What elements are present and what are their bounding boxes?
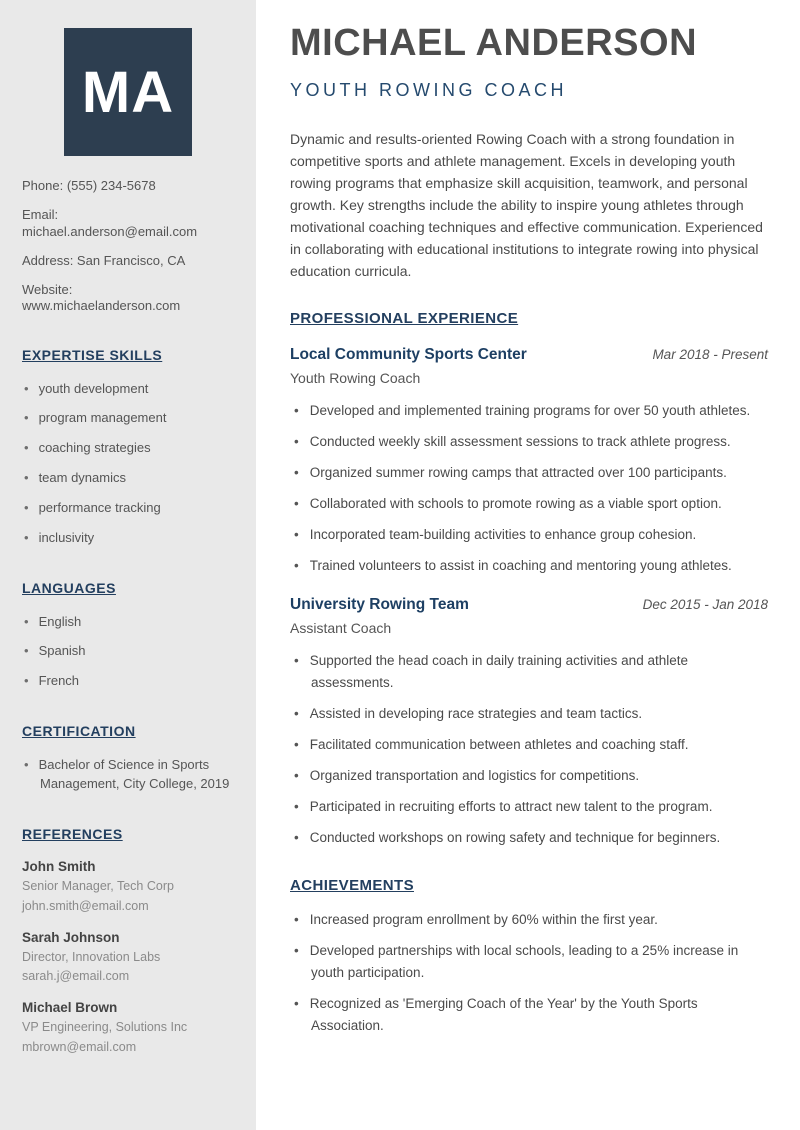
job-bullet: • Organized summer rowing camps that attracted over 100 participants. [294, 462, 768, 484]
job-bullets [290, 650, 768, 849]
candidate-title: YOUTH ROWING COACH [290, 79, 567, 100]
skill-item: • youth development [24, 380, 234, 399]
job-bullet: • Facilitated communication between athletes and coaching staff. [294, 734, 768, 756]
sidebar [0, 0, 256, 1130]
contact-website: Website: www.michaelanderson.com [22, 282, 181, 314]
job-bullet: • Trained volunteers to assist in coaching and mentoring young athletes. [294, 555, 768, 577]
job-bullet: • Participated in recruiting efforts to attract new talent to the program. [294, 796, 768, 818]
reference-entry [22, 930, 234, 986]
reference-email: john.smith@email.com [22, 898, 149, 913]
skill-item: • performance tracking [24, 499, 234, 518]
reference-title: Senior Manager, Tech Corp [22, 878, 174, 893]
skill-item: • team dynamics [24, 469, 234, 488]
avatar-initials: MA [81, 59, 175, 125]
references-heading: REFERENCES [22, 825, 123, 842]
achievement-bullet: • Increased program enrollment by 60% within the first year. [294, 909, 768, 931]
reference-email: sarah.j@email.com [22, 969, 130, 984]
job-header [290, 596, 768, 614]
certification-item: • Bachelor of Science in Sports Management, City College, 2019 [24, 756, 234, 794]
achievements-heading: ACHIEVEMENTS [290, 876, 414, 894]
job-dates: Mar 2018 - Present [652, 346, 768, 362]
experience-heading: PROFESSIONAL EXPERIENCE [290, 309, 519, 327]
reference-title: VP Engineering, Solutions Inc [22, 1020, 188, 1035]
reference-title: Director, Innovation Labs [22, 949, 161, 964]
achievement-bullet: • Recognized as 'Emerging Coach of the Year' by the Youth Sports Association. [294, 993, 768, 1037]
job-bullet: • Organized transportation and logistics for competitions. [294, 765, 768, 787]
profile-summary: Dynamic and results-oriented Rowing Coach with a strong foundation in competitive sports and athlete management. Excels in developing youth rowing programs that emphasize skill acquisition, teamwork, and personal growth. Key strengths include the ability to inspire young athletes through motivational coaching techniques and effective communication. Experienced in collaborating with educational institutions to integrate rowing into physical education curricula. [290, 130, 763, 279]
job-bullets [290, 400, 768, 577]
candidate-name: MICHAEL ANDERSON [290, 22, 698, 64]
language-item: • Spanish [24, 642, 234, 661]
reference-name: Sarah Johnson [22, 929, 120, 945]
avatar [64, 28, 192, 156]
skill-item: • program management [24, 409, 234, 428]
reference-name: John Smith [22, 858, 96, 874]
job-bullet: • Conducted weekly skill assessment sessions to track athlete progress. [294, 431, 768, 453]
certification-heading: CERTIFICATION [22, 723, 136, 740]
contact-address: Address: San Francisco, CA [22, 252, 186, 268]
skills-list [22, 380, 234, 548]
job-header [290, 346, 768, 364]
company-name: Local Community Sports Center [290, 345, 527, 363]
job-bullet: • Incorporated team-building activities to enhance group cohesion. [294, 524, 768, 546]
job-bullet: • Supported the head coach in daily training activities and athlete assessments. [294, 650, 768, 694]
job-role: Youth Rowing Coach [290, 369, 421, 386]
contact-phone: Phone: (555) 234-5678 [22, 178, 156, 193]
job-bullet: • Developed and implemented training programs for over 50 youth athletes. [294, 400, 768, 422]
skills-heading: EXPERTISE SKILLS [22, 346, 163, 363]
experience-entry [290, 596, 768, 849]
company-name: University Rowing Team [290, 595, 469, 613]
main-content [256, 0, 800, 1130]
skill-item: • inclusivity [24, 529, 234, 548]
reference-email: mbrown@email.com [22, 1040, 137, 1055]
contact-info [22, 178, 234, 315]
achievement-bullet: • Developed partnerships with local schools, leading to a 25% increase in youth participation. [294, 940, 768, 984]
reference-entry [22, 1000, 234, 1056]
achievements-list [290, 909, 768, 1037]
language-item: • French [24, 672, 234, 691]
job-bullet: • Collaborated with schools to promote rowing as a viable sport option. [294, 493, 768, 515]
languages-heading: LANGUAGES [22, 579, 116, 596]
languages-list [22, 613, 234, 692]
job-bullet: • Assisted in developing race strategies and team tactics. [294, 703, 768, 725]
job-role: Assistant Coach [290, 619, 392, 636]
experience-entry [290, 346, 768, 577]
reference-name: Michael Brown [22, 1000, 118, 1016]
job-dates: Dec 2015 - Jan 2018 [642, 596, 768, 612]
language-item: • English [24, 613, 234, 632]
reference-entry [22, 859, 234, 915]
certification-list [22, 756, 234, 794]
skill-item: • coaching strategies [24, 439, 234, 458]
contact-email: Email: michael.anderson@email.com [22, 207, 198, 239]
job-bullet: • Conducted workshops on rowing safety and technique for beginners. [294, 827, 768, 849]
